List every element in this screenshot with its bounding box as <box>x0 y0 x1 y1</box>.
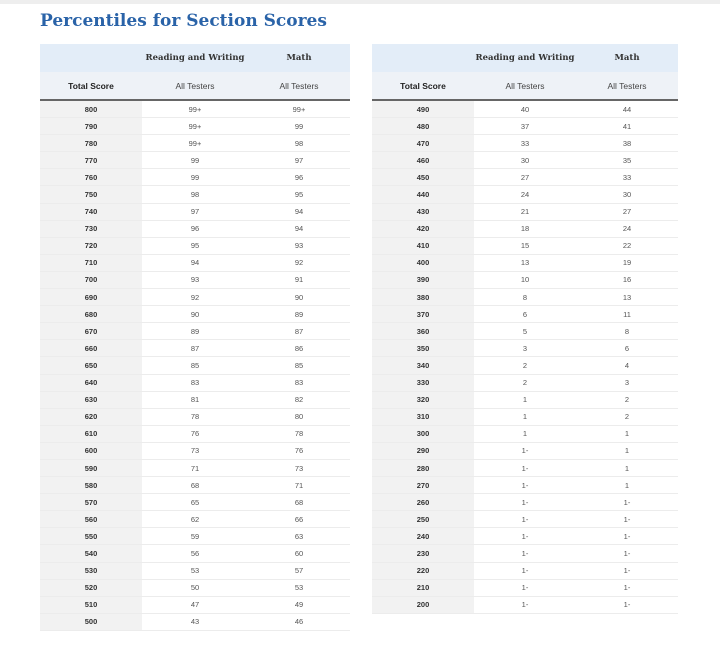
reading-writing-percentile-cell: 87 <box>142 340 248 357</box>
math-percentile-cell: 38 <box>576 135 678 152</box>
reading-writing-percentile-cell: 15 <box>474 237 576 254</box>
table-row <box>40 186 350 203</box>
reading-writing-percentile-cell: 43 <box>142 613 248 630</box>
math-percentile-cell: 60 <box>248 545 350 562</box>
math-percentile-cell: 78 <box>248 425 350 442</box>
table-row <box>40 289 350 306</box>
reading-writing-percentile-cell: 99+ <box>142 100 248 118</box>
reading-writing-percentile-cell: 81 <box>142 391 248 408</box>
table-row <box>40 340 350 357</box>
reading-writing-percentile-cell: 99+ <box>142 135 248 152</box>
score-cell: 230 <box>372 545 474 562</box>
score-cell: 550 <box>40 528 142 545</box>
math-percentile-cell: 11 <box>576 306 678 323</box>
table-row <box>372 408 678 425</box>
math-percentile-cell: 53 <box>248 579 350 596</box>
reading-writing-percentile-cell: 71 <box>142 459 248 476</box>
table-row <box>372 357 678 374</box>
reading-writing-percentile-cell: 73 <box>142 442 248 459</box>
score-cell: 200 <box>372 596 474 613</box>
table-row <box>40 459 350 476</box>
reading-writing-percentile-cell: 1- <box>474 528 576 545</box>
math-percentile-cell: 1 <box>576 442 678 459</box>
score-cell: 330 <box>372 374 474 391</box>
reading-writing-percentile-cell: 1 <box>474 425 576 442</box>
score-cell: 610 <box>40 425 142 442</box>
table-row <box>372 562 678 579</box>
header-reading-writing: Reading and Writing <box>474 44 576 72</box>
math-percentile-cell: 92 <box>248 254 350 271</box>
reading-writing-percentile-cell: 65 <box>142 494 248 511</box>
reading-writing-percentile-cell: 89 <box>142 323 248 340</box>
math-percentile-cell: 89 <box>248 306 350 323</box>
score-cell: 680 <box>40 306 142 323</box>
score-cell: 750 <box>40 186 142 203</box>
math-percentile-cell: 6 <box>576 340 678 357</box>
table-row <box>40 494 350 511</box>
table-row <box>372 528 678 545</box>
header-reading-writing: Reading and Writing <box>142 44 248 72</box>
table-row <box>40 408 350 425</box>
score-cell: 790 <box>40 118 142 135</box>
math-percentile-cell: 33 <box>576 169 678 186</box>
table-row <box>372 596 678 613</box>
math-percentile-cell: 4 <box>576 357 678 374</box>
math-percentile-cell: 76 <box>248 442 350 459</box>
math-percentile-cell: 8 <box>576 323 678 340</box>
reading-writing-percentile-cell: 2 <box>474 357 576 374</box>
table-row <box>372 340 678 357</box>
math-percentile-cell: 86 <box>248 340 350 357</box>
header-all-testers: All Testers <box>142 72 248 100</box>
math-percentile-cell: 35 <box>576 152 678 169</box>
math-percentile-cell: 1- <box>576 494 678 511</box>
math-percentile-cell: 71 <box>248 477 350 494</box>
table-row <box>372 100 678 118</box>
math-percentile-cell: 91 <box>248 271 350 288</box>
math-percentile-cell: 27 <box>576 203 678 220</box>
reading-writing-percentile-cell: 93 <box>142 271 248 288</box>
table-row <box>372 477 678 494</box>
header-all-testers: All Testers <box>474 72 576 100</box>
score-cell: 300 <box>372 425 474 442</box>
reading-writing-percentile-cell: 5 <box>474 323 576 340</box>
reading-writing-percentile-cell: 1- <box>474 562 576 579</box>
math-percentile-cell: 49 <box>248 596 350 613</box>
reading-writing-percentile-cell: 27 <box>474 169 576 186</box>
math-percentile-cell: 96 <box>248 169 350 186</box>
math-percentile-cell: 57 <box>248 562 350 579</box>
table-row <box>40 323 350 340</box>
table-row <box>40 357 350 374</box>
reading-writing-percentile-cell: 83 <box>142 374 248 391</box>
math-percentile-cell: 80 <box>248 408 350 425</box>
score-cell: 730 <box>40 220 142 237</box>
math-percentile-cell: 41 <box>576 118 678 135</box>
math-percentile-cell: 3 <box>576 374 678 391</box>
score-cell: 210 <box>372 579 474 596</box>
table-row <box>372 271 678 288</box>
table-row <box>40 562 350 579</box>
score-cell: 270 <box>372 477 474 494</box>
score-cell: 620 <box>40 408 142 425</box>
table-row <box>372 391 678 408</box>
table-row <box>372 203 678 220</box>
score-cell: 380 <box>372 289 474 306</box>
math-percentile-cell: 95 <box>248 186 350 203</box>
math-percentile-cell: 19 <box>576 254 678 271</box>
score-cell: 400 <box>372 254 474 271</box>
reading-writing-percentile-cell: 1- <box>474 511 576 528</box>
reading-writing-percentile-cell: 33 <box>474 135 576 152</box>
table-row <box>372 306 678 323</box>
reading-writing-percentile-cell: 53 <box>142 562 248 579</box>
reading-writing-percentile-cell: 1- <box>474 579 576 596</box>
score-cell: 780 <box>40 135 142 152</box>
math-percentile-cell: 1- <box>576 511 678 528</box>
math-percentile-cell: 1- <box>576 545 678 562</box>
table-row <box>40 118 350 135</box>
score-cell: 340 <box>372 357 474 374</box>
table-row <box>372 169 678 186</box>
score-cell: 690 <box>40 289 142 306</box>
percentile-table-right <box>372 44 678 614</box>
math-percentile-cell: 1- <box>576 596 678 613</box>
score-cell: 640 <box>40 374 142 391</box>
table-row <box>40 425 350 442</box>
math-percentile-cell: 1 <box>576 477 678 494</box>
reading-writing-percentile-cell: 92 <box>142 289 248 306</box>
table-row <box>40 579 350 596</box>
reading-writing-percentile-cell: 76 <box>142 425 248 442</box>
table-row <box>40 613 350 630</box>
reading-writing-percentile-cell: 1- <box>474 494 576 511</box>
score-cell: 360 <box>372 323 474 340</box>
reading-writing-percentile-cell: 40 <box>474 100 576 118</box>
score-cell: 320 <box>372 391 474 408</box>
math-percentile-cell: 22 <box>576 237 678 254</box>
math-percentile-cell: 90 <box>248 289 350 306</box>
reading-writing-percentile-cell: 18 <box>474 220 576 237</box>
reading-writing-percentile-cell: 50 <box>142 579 248 596</box>
score-cell: 410 <box>372 237 474 254</box>
math-percentile-cell: 13 <box>576 289 678 306</box>
math-percentile-cell: 1 <box>576 425 678 442</box>
score-cell: 520 <box>40 579 142 596</box>
reading-writing-percentile-cell: 1- <box>474 442 576 459</box>
table-row <box>372 442 678 459</box>
score-cell: 440 <box>372 186 474 203</box>
math-percentile-cell: 93 <box>248 237 350 254</box>
reading-writing-percentile-cell: 97 <box>142 203 248 220</box>
score-cell: 590 <box>40 459 142 476</box>
header-math: Math <box>248 44 350 72</box>
reading-writing-percentile-cell: 90 <box>142 306 248 323</box>
reading-writing-percentile-cell: 1- <box>474 596 576 613</box>
table-row <box>372 118 678 135</box>
table-row <box>372 511 678 528</box>
math-percentile-cell: 99 <box>248 118 350 135</box>
reading-writing-percentile-cell: 21 <box>474 203 576 220</box>
math-percentile-cell: 83 <box>248 374 350 391</box>
score-cell: 580 <box>40 477 142 494</box>
reading-writing-percentile-cell: 8 <box>474 289 576 306</box>
score-cell: 570 <box>40 494 142 511</box>
table-row <box>372 135 678 152</box>
reading-writing-percentile-cell: 6 <box>474 306 576 323</box>
score-cell: 250 <box>372 511 474 528</box>
table-row <box>40 374 350 391</box>
table-row <box>372 494 678 511</box>
table-row <box>372 323 678 340</box>
score-cell: 280 <box>372 459 474 476</box>
reading-writing-percentile-cell: 13 <box>474 254 576 271</box>
reading-writing-percentile-cell: 99 <box>142 152 248 169</box>
reading-writing-percentile-cell: 24 <box>474 186 576 203</box>
math-percentile-cell: 46 <box>248 613 350 630</box>
math-percentile-cell: 68 <box>248 494 350 511</box>
table-row <box>40 169 350 186</box>
table-row <box>372 254 678 271</box>
reading-writing-percentile-cell: 99+ <box>142 118 248 135</box>
score-cell: 600 <box>40 442 142 459</box>
score-cell: 290 <box>372 442 474 459</box>
header-blank <box>40 44 142 72</box>
table-row <box>40 545 350 562</box>
table-row <box>40 203 350 220</box>
header-math: Math <box>576 44 678 72</box>
reading-writing-percentile-cell: 3 <box>474 340 576 357</box>
score-cell: 700 <box>40 271 142 288</box>
reading-writing-percentile-cell: 85 <box>142 357 248 374</box>
math-percentile-cell: 1- <box>576 528 678 545</box>
reading-writing-percentile-cell: 1 <box>474 408 576 425</box>
score-cell: 660 <box>40 340 142 357</box>
score-cell: 450 <box>372 169 474 186</box>
table-row <box>372 545 678 562</box>
table-row <box>40 442 350 459</box>
reading-writing-percentile-cell: 62 <box>142 511 248 528</box>
score-cell: 800 <box>40 100 142 118</box>
table-row <box>40 511 350 528</box>
score-cell: 350 <box>372 340 474 357</box>
score-cell: 390 <box>372 271 474 288</box>
score-cell: 540 <box>40 545 142 562</box>
math-percentile-cell: 1 <box>576 459 678 476</box>
table-row <box>40 237 350 254</box>
math-percentile-cell: 94 <box>248 220 350 237</box>
score-cell: 460 <box>372 152 474 169</box>
score-cell: 480 <box>372 118 474 135</box>
table-row <box>372 289 678 306</box>
page-title: Percentiles for Section Scores <box>40 11 327 31</box>
reading-writing-percentile-cell: 98 <box>142 186 248 203</box>
score-cell: 500 <box>40 613 142 630</box>
score-cell: 310 <box>372 408 474 425</box>
table-row <box>372 220 678 237</box>
reading-writing-percentile-cell: 2 <box>474 374 576 391</box>
math-percentile-cell: 97 <box>248 152 350 169</box>
score-cell: 560 <box>40 511 142 528</box>
math-percentile-cell: 44 <box>576 100 678 118</box>
table-row <box>40 220 350 237</box>
reading-writing-percentile-cell: 47 <box>142 596 248 613</box>
math-percentile-cell: 2 <box>576 408 678 425</box>
table-row <box>372 579 678 596</box>
math-percentile-cell: 1- <box>576 562 678 579</box>
math-percentile-cell: 30 <box>576 186 678 203</box>
score-cell: 650 <box>40 357 142 374</box>
reading-writing-percentile-cell: 30 <box>474 152 576 169</box>
score-cell: 510 <box>40 596 142 613</box>
score-cell: 370 <box>372 306 474 323</box>
score-cell: 670 <box>40 323 142 340</box>
table-row <box>40 477 350 494</box>
score-cell: 220 <box>372 562 474 579</box>
reading-writing-percentile-cell: 10 <box>474 271 576 288</box>
table-row <box>40 528 350 545</box>
score-cell: 740 <box>40 203 142 220</box>
math-percentile-cell: 1- <box>576 579 678 596</box>
score-cell: 420 <box>372 220 474 237</box>
score-cell: 430 <box>372 203 474 220</box>
percentile-table-left <box>40 44 350 631</box>
score-cell: 470 <box>372 135 474 152</box>
math-percentile-cell: 16 <box>576 271 678 288</box>
score-cell: 760 <box>40 169 142 186</box>
table-row <box>40 152 350 169</box>
score-cell: 490 <box>372 100 474 118</box>
math-percentile-cell: 66 <box>248 511 350 528</box>
reading-writing-percentile-cell: 56 <box>142 545 248 562</box>
math-percentile-cell: 63 <box>248 528 350 545</box>
header-total-score: Total Score <box>372 72 474 100</box>
reading-writing-percentile-cell: 78 <box>142 408 248 425</box>
score-cell: 770 <box>40 152 142 169</box>
table-row <box>372 186 678 203</box>
table-row <box>372 374 678 391</box>
score-cell: 240 <box>372 528 474 545</box>
table-row <box>40 271 350 288</box>
reading-writing-percentile-cell: 37 <box>474 118 576 135</box>
reading-writing-percentile-cell: 95 <box>142 237 248 254</box>
math-percentile-cell: 2 <box>576 391 678 408</box>
table-row <box>372 459 678 476</box>
math-percentile-cell: 98 <box>248 135 350 152</box>
math-percentile-cell: 73 <box>248 459 350 476</box>
table-row <box>40 100 350 118</box>
reading-writing-percentile-cell: 99 <box>142 169 248 186</box>
math-percentile-cell: 82 <box>248 391 350 408</box>
header-blank <box>372 44 474 72</box>
reading-writing-percentile-cell: 96 <box>142 220 248 237</box>
header-all-testers: All Testers <box>248 72 350 100</box>
score-cell: 630 <box>40 391 142 408</box>
table-row <box>40 306 350 323</box>
reading-writing-percentile-cell: 1- <box>474 477 576 494</box>
reading-writing-percentile-cell: 1 <box>474 391 576 408</box>
table-row <box>40 596 350 613</box>
reading-writing-percentile-cell: 59 <box>142 528 248 545</box>
reading-writing-percentile-cell: 1- <box>474 545 576 562</box>
table-row <box>372 237 678 254</box>
reading-writing-percentile-cell: 94 <box>142 254 248 271</box>
header-total-score: Total Score <box>40 72 142 100</box>
table-row <box>40 254 350 271</box>
table-row <box>372 425 678 442</box>
score-cell: 260 <box>372 494 474 511</box>
reading-writing-percentile-cell: 1- <box>474 459 576 476</box>
header-all-testers: All Testers <box>576 72 678 100</box>
score-cell: 530 <box>40 562 142 579</box>
reading-writing-percentile-cell: 68 <box>142 477 248 494</box>
table-row <box>40 391 350 408</box>
math-percentile-cell: 24 <box>576 220 678 237</box>
math-percentile-cell: 99+ <box>248 100 350 118</box>
score-cell: 710 <box>40 254 142 271</box>
math-percentile-cell: 85 <box>248 357 350 374</box>
score-cell: 720 <box>40 237 142 254</box>
top-divider <box>0 0 720 4</box>
table-row <box>372 152 678 169</box>
math-percentile-cell: 87 <box>248 323 350 340</box>
table-row <box>40 135 350 152</box>
math-percentile-cell: 94 <box>248 203 350 220</box>
